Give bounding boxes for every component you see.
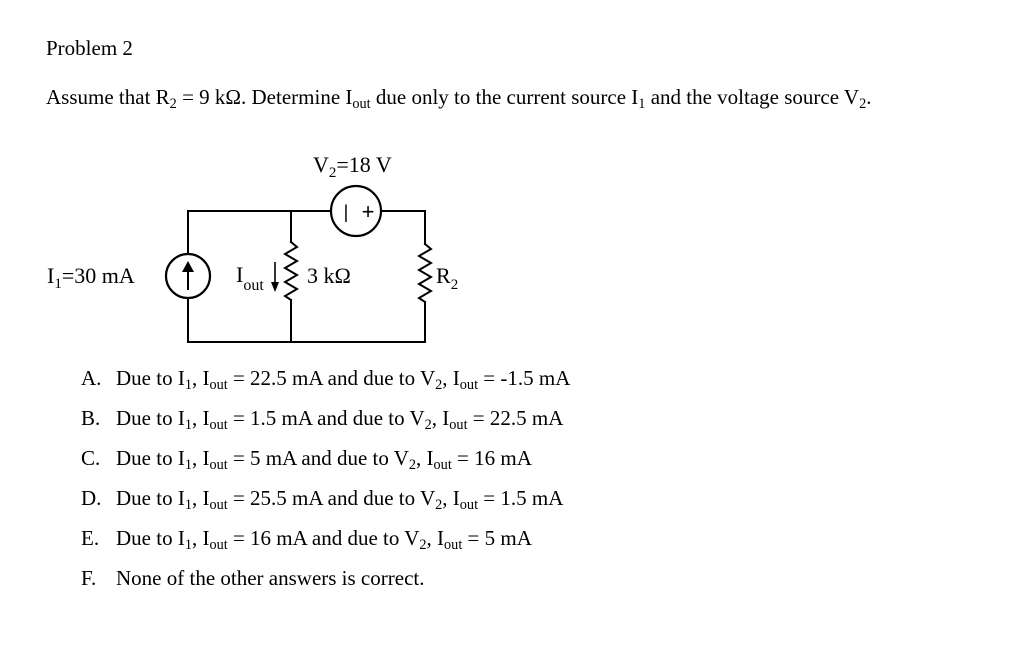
- resistor-r2: [419, 244, 431, 302]
- circuit-diagram: [0, 140, 520, 350]
- current-source-i1: [166, 254, 210, 298]
- choice-e[interactable]: E. Due to $I_1$, $I_{out} = 16$ mA and due to $V_2$, $I_{out} = 5$ mA: [81, 526, 532, 553]
- answer-choices: [81, 366, 570, 606]
- svg-text:+: +: [361, 199, 375, 224]
- label-v2: $V_2=18$ V: [313, 152, 392, 181]
- iout-arrow-icon: [271, 262, 279, 292]
- label-r2: $R_2$: [436, 263, 459, 293]
- choice-d[interactable]: D. Due to $I_1$, $I_{out} = 25.5$ mA and due to $V_2$, $I_{out} = 1.5$ mA: [81, 486, 564, 513]
- label-r-mid: 3 kΩ: [307, 263, 351, 288]
- label-iout: $I_{out}$: [236, 262, 264, 294]
- choice-b[interactable]: B. Due to $I_1$, $I_{out} = 1.5$ mA and due to $V_2$, $I_{out} = 22.5$ mA: [81, 406, 564, 433]
- problem-statement: Assume that $R_2 = 9$ kΩ. Determine $I_{out}$ due only to the current source $I_1$ and the voltage source $V_2$.: [46, 85, 872, 112]
- voltage-source-v2: [331, 186, 381, 236]
- choice-f[interactable]: F. None of the other answers is correct.: [81, 566, 425, 590]
- choice-c[interactable]: C. Due to $I_1$, $I_{out} = 5$ mA and due to $V_2$, $I_{out} = 16$ mA: [81, 446, 532, 473]
- problem-title: Problem 2: [46, 36, 133, 60]
- label-i1: $I_1=30$ mA: [47, 263, 135, 292]
- choice-a[interactable]: A. Due to $I_1$, $I_{out} = 22.5$ mA and due to $V_2$, $I_{out} = -1.5$ mA: [81, 366, 571, 393]
- resistor-3k: [285, 242, 297, 300]
- svg-text:|: |: [343, 202, 349, 222]
